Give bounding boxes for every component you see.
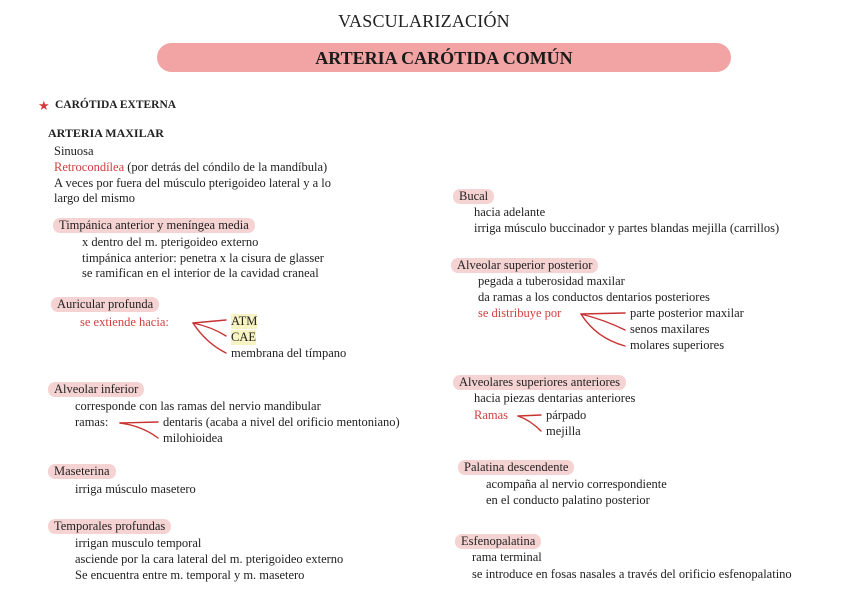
bracket-arrow xyxy=(518,416,541,431)
branch-line: acompaña al nervio correspondiente xyxy=(486,477,667,491)
intro-text: (por detrás del cóndilo de la mandíbula) xyxy=(124,160,328,174)
branch-item: mejilla xyxy=(546,424,581,438)
branch-label: Ramas xyxy=(474,408,509,422)
artery-heading: ARTERIA MAXILAR xyxy=(48,126,164,140)
branch-line: da ramas a los conductos dentarios posteriores xyxy=(478,290,710,304)
branch-item: parte posterior maxilar xyxy=(630,306,744,320)
branch-item: ATM xyxy=(231,314,258,328)
branch-label: se extiende hacia: xyxy=(80,315,169,329)
branch-title: Alveolar superior posterior xyxy=(451,258,598,273)
branch-line: se introduce en fosas nasales a través del orificio esfenopalatino xyxy=(472,567,792,581)
bracket-arrow xyxy=(581,314,625,330)
branch-line: Se encuentra entre m. temporal y m. masetero xyxy=(75,568,305,582)
bracket-arrow xyxy=(581,313,625,314)
branch-title: Maseterina xyxy=(48,464,116,479)
branch-title: Palatina descendente xyxy=(458,460,574,475)
intro-line xyxy=(54,160,327,175)
section-heading: CARÓTIDA EXTERNA xyxy=(55,99,177,111)
branch-line: timpánica anterior: penetra x la cisura de glasser xyxy=(82,251,324,265)
bracket-arrow xyxy=(193,323,226,353)
bracket-arrow xyxy=(193,320,226,323)
branch-line: hacia adelante xyxy=(474,205,546,219)
bracket-arrow xyxy=(581,314,625,346)
branch-line: en el conducto palatino posterior xyxy=(486,493,650,507)
branch-line: pegada a tuberosidad maxilar xyxy=(478,274,625,288)
main-banner: ARTERIA CARÓTIDA COMÚN xyxy=(157,43,731,72)
branch-item: dentaris (acaba a nivel del orificio mentoniano) xyxy=(163,415,400,429)
intro-line: A veces por fuera del músculo pterigoideo lateral y a lo xyxy=(54,176,331,190)
bracket-arrow xyxy=(518,415,541,416)
star-icon: ★ xyxy=(38,98,50,113)
branch-line: irrigan musculo temporal xyxy=(75,536,202,550)
branch-title: Auricular profunda xyxy=(51,297,159,312)
branch-title: Alveolar inferior xyxy=(48,382,144,397)
branch-title: Temporales profundas xyxy=(48,519,171,534)
bracket-arrow xyxy=(120,423,158,438)
intro-line: largo del mismo xyxy=(54,191,136,205)
page-title: VASCULARIZACIÓN xyxy=(338,11,510,31)
branch-line: asciende por la cara lateral del m. pterigoideo externo xyxy=(75,552,344,566)
branch-label: se distribuye por xyxy=(478,306,562,320)
branch-item: milohioidea xyxy=(163,431,223,445)
bracket-arrow xyxy=(120,422,158,423)
bracket-arrow xyxy=(193,323,226,336)
branch-item: membrana del tímpano xyxy=(231,346,347,360)
branch-title: Bucal xyxy=(453,189,494,204)
branch-item: CAE xyxy=(231,330,256,344)
branch-title: Timpánica anterior y meníngea media xyxy=(53,218,255,233)
branch-line: se ramifican en el interior de la cavidad craneal xyxy=(82,266,319,280)
branch-item: párpado xyxy=(546,408,587,422)
branch-line: irriga músculo masetero xyxy=(75,482,196,496)
branch-line: hacia piezas dentarias anteriores xyxy=(474,391,636,405)
branch-item: senos maxilares xyxy=(630,322,710,336)
branch-line: x dentro del m. pterigoideo externo xyxy=(82,235,259,249)
branch-label: ramas: xyxy=(75,415,109,429)
branch-line: corresponde con las ramas del nervio mandibular xyxy=(75,399,321,413)
highlight-term: Retrocondílea xyxy=(54,160,125,174)
branch-title: Alveolares superiores anteriores xyxy=(453,375,626,390)
branch-item: molares superiores xyxy=(630,338,725,352)
branch-line: irriga músculo buccinador y partes blandas mejilla (carrillos) xyxy=(474,221,780,235)
intro-line: Sinuosa xyxy=(54,144,94,158)
branch-line: rama terminal xyxy=(472,550,542,564)
branch-title: Esfenopalatina xyxy=(455,534,541,549)
